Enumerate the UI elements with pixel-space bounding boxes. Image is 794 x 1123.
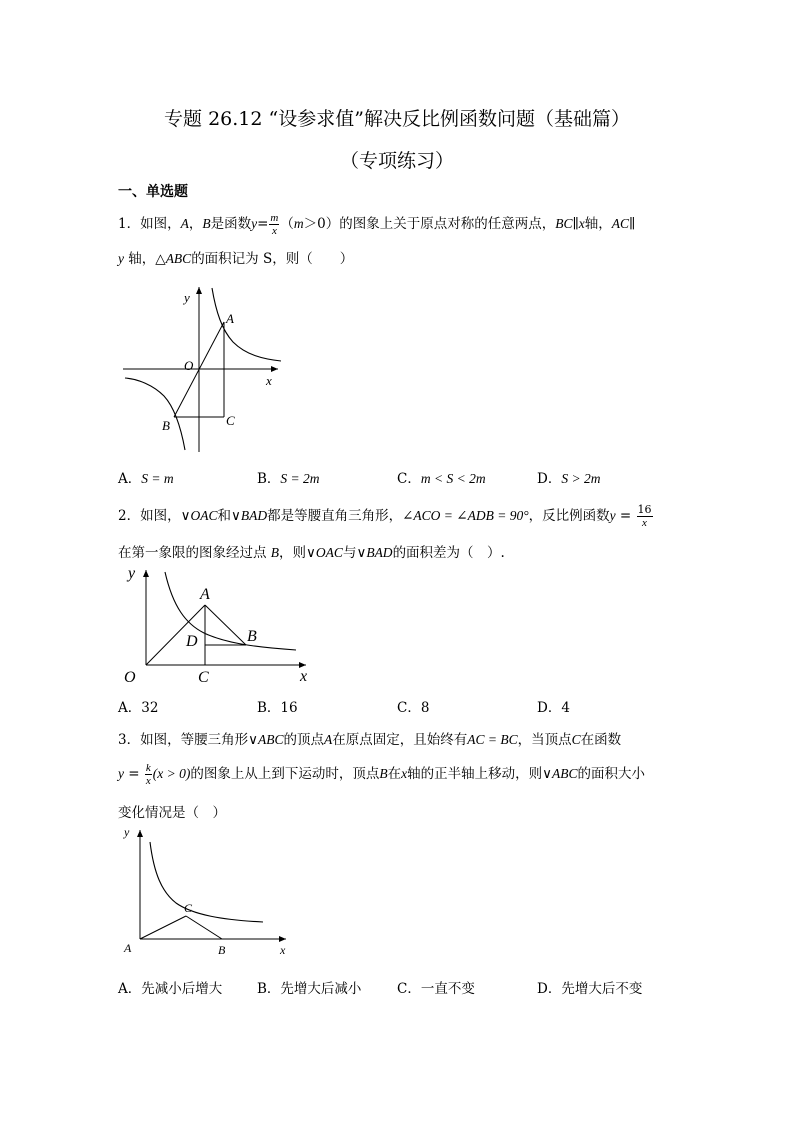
q3-fraction: $\frac{k}{x}$: [145, 762, 151, 787]
label-C: C: [184, 901, 193, 915]
q2-line2: 在第一象限的图象经过点 B，则∨OAC与∨BAD的面积差为（ ）.: [118, 545, 505, 561]
label-B: B: [247, 628, 257, 645]
y-axis-arrow: [137, 830, 143, 837]
q3-line3: 变化情况是（ ）: [118, 805, 226, 821]
q3-figure: [118, 822, 293, 960]
q1-option-b[interactable]: B．S = 2m: [257, 471, 320, 487]
page-title: 专题 26.12 “设参求值”解决反比例函数问题（基础篇）: [164, 108, 630, 130]
label-C: C: [226, 413, 235, 428]
section-heading: 一、单选题: [118, 184, 188, 200]
page-subtitle: （专项练习）: [339, 150, 454, 172]
label-B: B: [218, 943, 226, 957]
label-x: x: [280, 943, 286, 957]
q3-option-b[interactable]: B．先增大后减小: [257, 981, 362, 997]
q3-line2: y = $\frac{k}{x}$ (x > 0)的图象上从上到下运动时，顶点B在x轴的正半轴上移动，则∨ABC的面积大小: [118, 762, 646, 787]
label-y: y: [128, 565, 136, 582]
label-x: x: [266, 373, 272, 388]
x-axis-arrow: [271, 366, 278, 372]
q3-option-a[interactable]: A．先减小后增大: [118, 981, 223, 997]
q3-option-c[interactable]: C．一直不变: [397, 981, 475, 997]
label-A: A: [200, 586, 210, 603]
hyperbola-curve: [150, 842, 263, 922]
q2-option-b[interactable]: B．16: [257, 700, 298, 716]
label-O: O: [124, 669, 136, 686]
segment-CB: [186, 916, 222, 939]
q1-figure: [118, 282, 293, 457]
label-O: O: [184, 358, 194, 373]
y-axis-arrow: [196, 287, 202, 294]
label-x: x: [300, 668, 308, 685]
q2-option-d[interactable]: D．4: [537, 700, 570, 716]
q2-option-a[interactable]: A．32: [118, 700, 159, 716]
q2-line1: 2．如图，∨OAC和∨BAD都是等腰直角三角形，∠ACO = ∠ADB = 90°，反比例函数y = $\frac{16}{x}$: [118, 503, 652, 529]
q1-line1: 1．如图，A，B是函数y= $\frac{m}{x}$ （m＞0）的图象上关于原点对称的任意两点，BC∥x轴，AC∥: [118, 212, 636, 237]
x-axis-arrow: [279, 936, 286, 942]
label-A: A: [124, 941, 132, 955]
label-C: C: [198, 669, 209, 686]
q1-line2: y 轴，△ABC的面积记为 S，则（ ）: [118, 251, 354, 267]
segment-AB: [205, 605, 246, 645]
q1-option-d[interactable]: D．S > 2m: [537, 471, 601, 487]
q3-line1: 3．如图，等腰三角形∨ABC的顶点A在原点固定，且始终有AC = BC，当顶点C在函数: [118, 732, 622, 748]
label-B: B: [162, 418, 170, 433]
q1-option-a[interactable]: A．S = m: [118, 471, 174, 487]
hyperbola-curve: [165, 572, 296, 650]
label-A: A: [226, 311, 234, 326]
q2-figure: [118, 562, 318, 690]
q2-fraction: $\frac{16}{x}$: [637, 503, 652, 529]
label-D: D: [186, 633, 198, 650]
q1-fraction: $\frac{m}{x}$: [270, 212, 279, 237]
segment-AC: [140, 916, 186, 939]
y-axis-arrow: [143, 570, 149, 577]
q1-option-c[interactable]: C．m < S < 2m: [397, 471, 486, 487]
label-y: y: [124, 825, 130, 839]
q3-option-d[interactable]: D．先增大后不变: [537, 981, 643, 997]
q2-option-c[interactable]: C．8: [397, 700, 430, 716]
label-y: y: [184, 290, 190, 305]
